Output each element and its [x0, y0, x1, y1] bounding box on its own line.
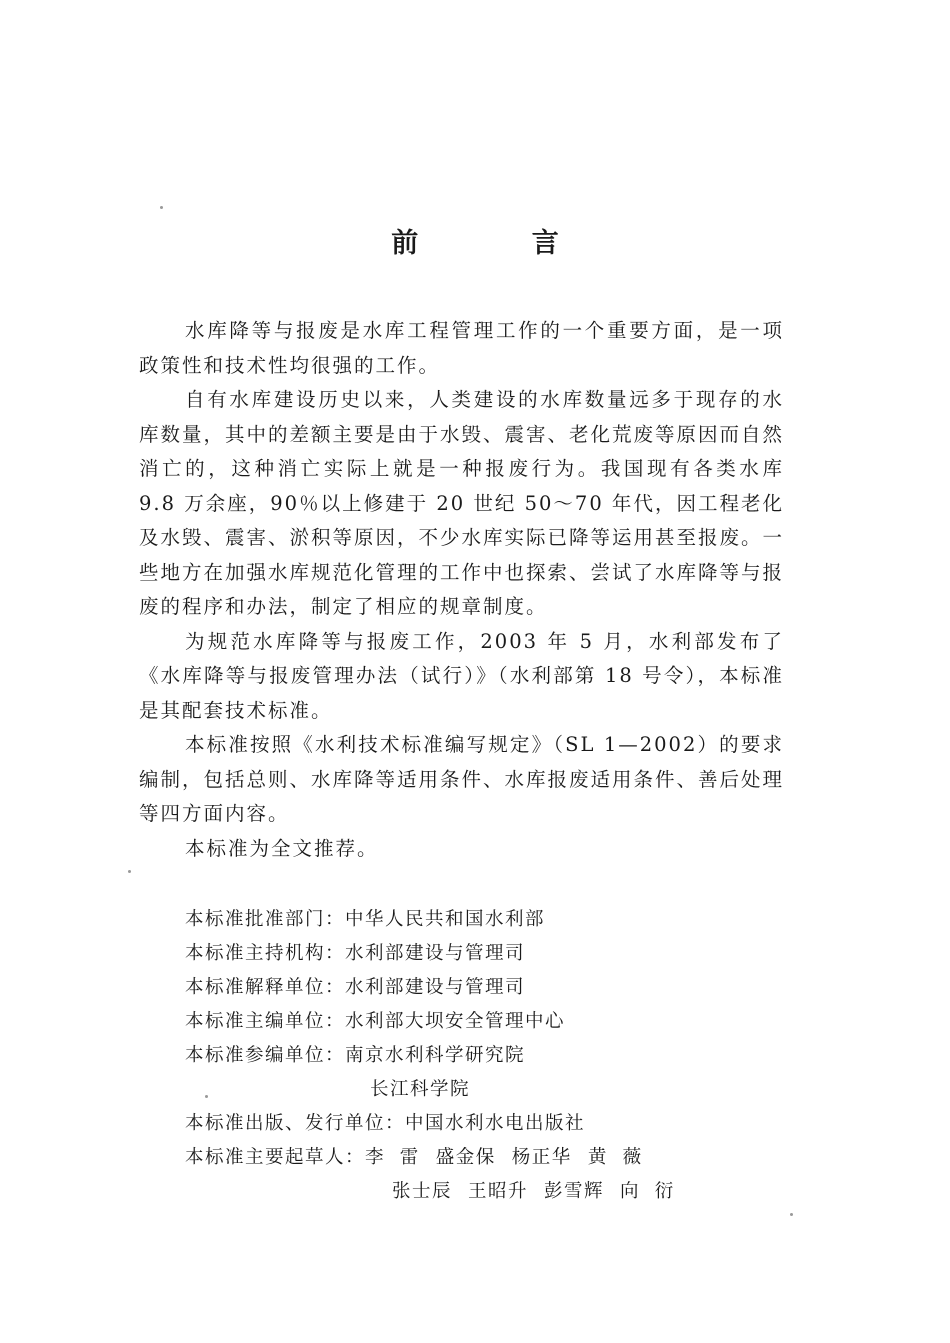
drafter-name: 杨正华	[511, 1147, 572, 1168]
approving-label: 本标准批准部门：	[185, 909, 346, 930]
host-label: 本标准主持机构：	[185, 943, 346, 964]
paragraph-intro: 水库降等与报废是水库工程管理工作的一个重要方面，是一项政策性和技术性均很强的工作。	[139, 319, 784, 377]
scan-speck	[790, 1213, 793, 1216]
foreword-body	[139, 314, 784, 866]
info-host-row	[185, 937, 785, 971]
paragraph-recommendation: 本标准为全文推荐。	[185, 836, 379, 860]
paragraph-compilation: 本标准按照《水利技术标准编写规定》（SL 1—2002）的要求编制，包括总则、水库降等适用条件、水库报废适用条件、善后处理等四方面内容。	[139, 733, 785, 825]
page-title: 前 言	[391, 228, 611, 259]
drafter-name: 黄 薇	[587, 1147, 643, 1168]
info-co-editor-row-continued	[185, 1073, 785, 1107]
co-editor-value: 南京水利科学研究院	[345, 1045, 526, 1066]
interpret-value: 水利部建设与管理司	[345, 977, 526, 998]
drafter-name: 王昭升	[468, 1181, 529, 1202]
chief-editor-value: 水利部大坝安全管理中心	[345, 1011, 566, 1032]
info-chief-editor-row	[185, 1005, 785, 1039]
scan-speck	[128, 870, 131, 873]
info-drafters-row	[185, 1141, 785, 1175]
co-editor-value: 长江科学院	[370, 1079, 471, 1100]
info-co-editor-row	[185, 1039, 785, 1073]
interpret-label: 本标准解释单位：	[185, 977, 346, 998]
co-editor-label: 本标准参编单位：	[185, 1045, 346, 1066]
publisher-label: 本标准出版、发行单位：	[185, 1113, 406, 1134]
host-value: 水利部建设与管理司	[345, 943, 526, 964]
info-drafters-row-continued	[185, 1175, 785, 1209]
approving-value: 中华人民共和国水利部	[345, 909, 546, 930]
info-publisher-row	[185, 1107, 785, 1141]
chief-editor-label: 本标准主编单位：	[185, 1011, 346, 1032]
info-approving-row	[185, 903, 785, 937]
info-interpret-row	[185, 971, 785, 1005]
drafter-name: 盛金保	[435, 1147, 496, 1168]
drafter-name: 张士辰	[392, 1181, 453, 1202]
drafter-name: 彭雪辉	[544, 1181, 605, 1202]
drafters-label: 本标准主要起草人：	[185, 1147, 366, 1168]
paragraph-regulation: 为规范水库降等与报废工作，2003 年 5 月，水利部发布了《水库降等与报废管理办法（试行）》（水利部第 18 号令），本标准是其配套技术标准。	[139, 629, 784, 722]
publisher-value: 中国水利水电出版社	[405, 1113, 586, 1134]
standard-info-block	[185, 903, 785, 1209]
drafter-name: 向 衍	[620, 1181, 675, 1202]
scan-speck	[160, 206, 163, 209]
drafter-name: 李 雷	[365, 1147, 420, 1168]
paragraph-history: 自有水库建设历史以来，人类建设的水库数量远多于现存的水库数量，其中的差额主要是由于水毁、震害、老化荒废等原因而自然消亡的，这种消亡实际上就是一种报废行为。我国现有各类水库 9.8 万余座，90％以上修建于 20 世纪 50～70 年代，因工程老化及水毁、震害、淤积等原因，不少水库实际已降等运用甚至报废。一些地方在加强水库规范化管理的工作中也探索、尝试了水库降等与报废的程序和办法，制定了相应的规章制度。	[139, 388, 785, 618]
